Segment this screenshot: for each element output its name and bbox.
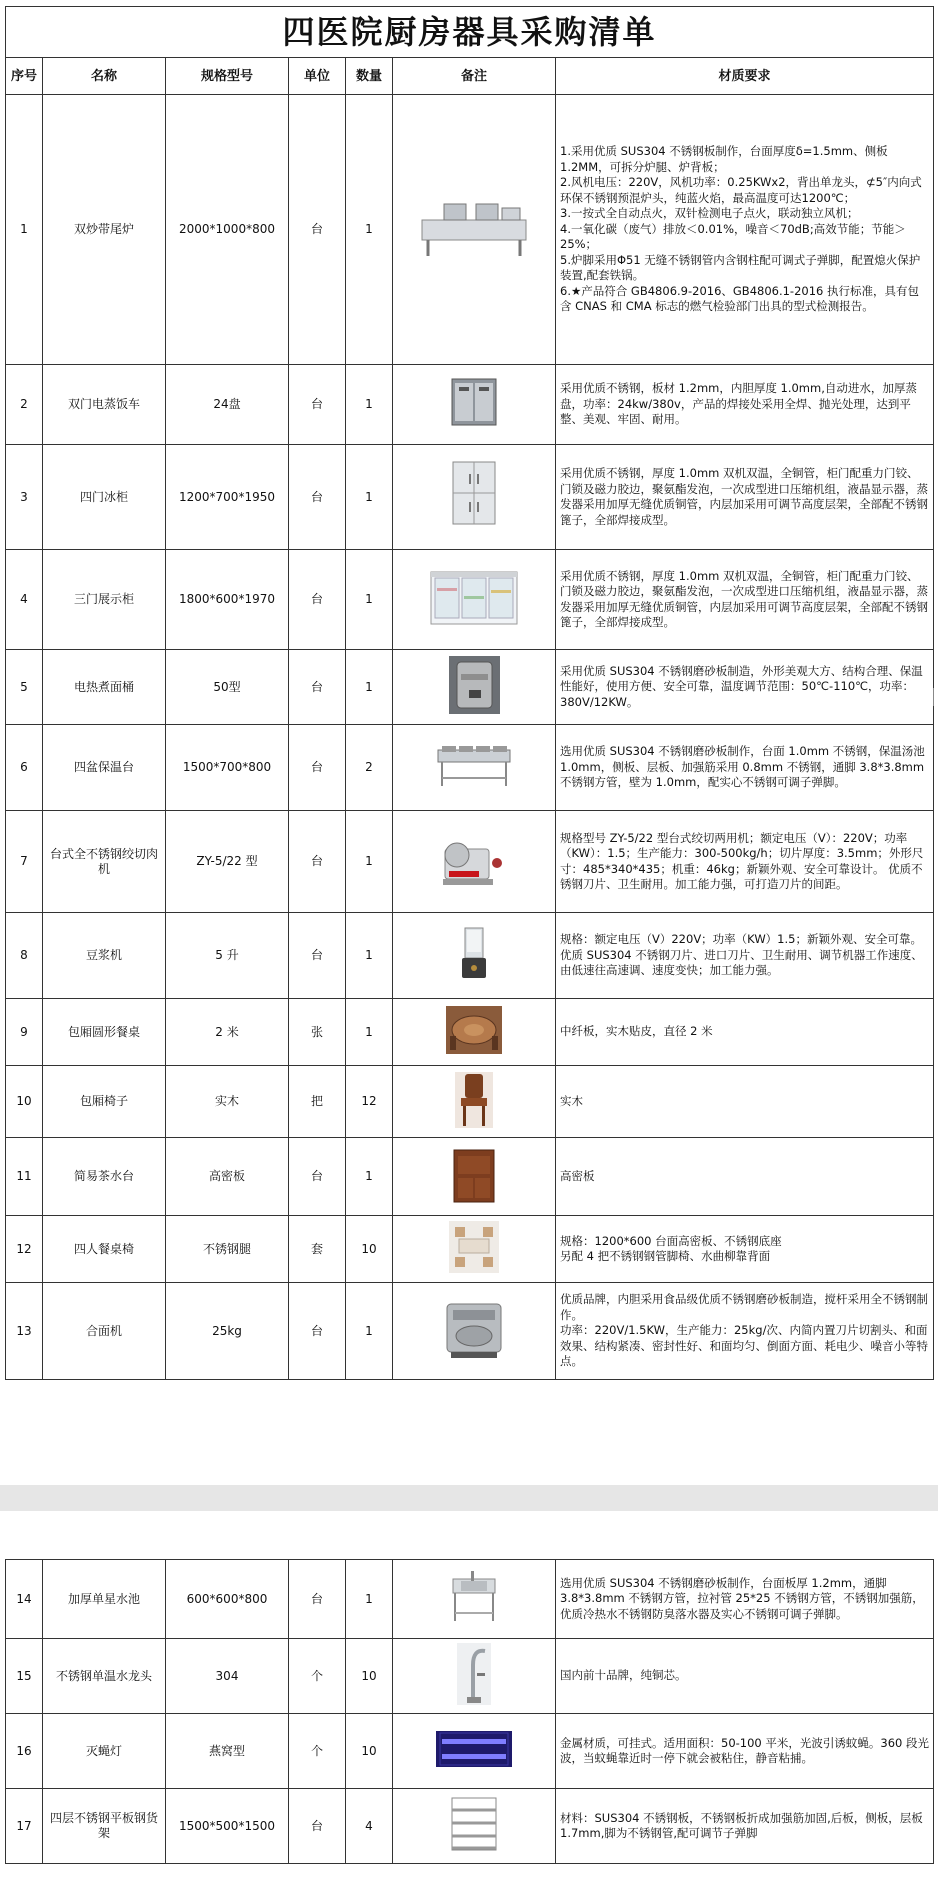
- header-row: [6, 58, 934, 95]
- item-requirements: 材料：SUS304 不锈钢板，不锈钢板折成加强筋加固,后板，侧板，层板 1.7mm,脚为不锈钢管,配可调节子弹脚: [556, 1789, 934, 1864]
- table-row: [6, 95, 934, 365]
- row-number: 8: [6, 913, 43, 999]
- procurement-table: [5, 6, 934, 1380]
- item-note-cell: [393, 913, 556, 999]
- item-requirements: 采用优质不锈钢，厚度 1.0mm 双机双温，全铜管，柜门配重力门铰、门锁及磁力胶边，聚氨酯发泡，一次成型进口压缩机组，液晶显示器，蒸发器采用加厚无缝优质铜管，内层加采用可调节高度层架，全部配不锈钢篦子，全部焊接成型。: [556, 445, 934, 550]
- item-note-cell: [393, 1138, 556, 1216]
- header-spec: 规格型号: [166, 58, 289, 95]
- sheet-page-2: [5, 1559, 933, 1864]
- soymilk-machine-image: [457, 926, 491, 986]
- table-row: [6, 1639, 934, 1714]
- item-unit: 把: [289, 1066, 346, 1138]
- item-unit: 个: [289, 1714, 346, 1789]
- row-number: 7: [6, 811, 43, 913]
- row-number: 14: [6, 1560, 43, 1639]
- item-qty: 1: [346, 445, 393, 550]
- table-row: [6, 913, 934, 999]
- shelf-image: [446, 1796, 502, 1856]
- header-no: 序号: [6, 58, 43, 95]
- item-qty: 1: [346, 550, 393, 650]
- item-requirements: 规格型号 ZY-5/22 型台式绞切两用机；额定电压（V）：220V；功率（KW）：1.5；生产能力：300-500kg/h；切片厚度：3.5mm；外形尺寸：485*340*435；机重：46kg；新颖外观、安全可靠设计。 优质不锈钢刀片、卫生耐用。加工能力强，可打造刀片的间距。: [556, 811, 934, 913]
- item-qty: 1: [346, 913, 393, 999]
- item-name: 包厢圆形餐桌: [43, 999, 166, 1066]
- item-name: 豆浆机: [43, 913, 166, 999]
- table-row: [6, 999, 934, 1066]
- row-number: 12: [6, 1216, 43, 1283]
- item-unit: 台: [289, 95, 346, 365]
- item-name: 四人餐桌椅: [43, 1216, 166, 1283]
- item-qty: 1: [346, 1138, 393, 1216]
- table-row: [6, 1714, 934, 1789]
- item-qty: 10: [346, 1714, 393, 1789]
- table-row: [6, 445, 934, 550]
- item-requirements: 中纤板，实木贴皮，直径 2 米: [556, 999, 934, 1066]
- item-name: 三门展示柜: [43, 550, 166, 650]
- item-unit: 台: [289, 725, 346, 811]
- noodle-boiler-image: [447, 654, 502, 720]
- item-note-cell: [393, 1714, 556, 1789]
- row-number: 6: [6, 725, 43, 811]
- item-spec: 不锈钢腿: [166, 1216, 289, 1283]
- item-note-cell: [393, 445, 556, 550]
- item-unit: 台: [289, 445, 346, 550]
- item-note-cell: [393, 1066, 556, 1138]
- item-note-cell: [393, 95, 556, 365]
- item-note-cell: [393, 725, 556, 811]
- page-break-band: [0, 1485, 938, 1511]
- table-row: [6, 550, 934, 650]
- dough-mixer-image: [443, 1298, 505, 1364]
- margin-tick: [933, 688, 938, 706]
- item-spec: 1800*600*1970: [166, 550, 289, 650]
- item-spec: 50型: [166, 650, 289, 725]
- row-number: 15: [6, 1639, 43, 1714]
- item-note-cell: [393, 1283, 556, 1380]
- item-qty: 10: [346, 1639, 393, 1714]
- item-requirements: 规格：额定电压（V）220V；功率（KW）1.5；新颖外观、安全可靠。 优质 SUS304 不锈钢刀片、进口刀片、卫生耐用、调节机器工作速度、由低速往高速调、速度变快；加工能力强。: [556, 913, 934, 999]
- row-number: 10: [6, 1066, 43, 1138]
- item-name: 简易茶水台: [43, 1138, 166, 1216]
- row-number: 16: [6, 1714, 43, 1789]
- item-spec: 实木: [166, 1066, 289, 1138]
- table-row: [6, 1560, 934, 1639]
- item-spec: 高密板: [166, 1138, 289, 1216]
- item-requirements: 采用优质不锈钢，板材 1.2mm，内胆厚度 1.0mm,自动进水，加厚蒸盘，功率：24kw/380v，产品的焊接处采用全焊、抛光处理，达到平整、美观、牢固、耐用。: [556, 365, 934, 445]
- item-name: 双门电蒸饭车: [43, 365, 166, 445]
- row-number: 17: [6, 1789, 43, 1864]
- row-number: 13: [6, 1283, 43, 1380]
- header-unit: 单位: [289, 58, 346, 95]
- page-title: 四医院厨房器具采购清单: [6, 7, 934, 58]
- item-qty: 1: [346, 811, 393, 913]
- item-qty: 1: [346, 650, 393, 725]
- item-unit: 台: [289, 913, 346, 999]
- item-name: 不锈钢单温水龙头: [43, 1639, 166, 1714]
- sink-image: [449, 1569, 499, 1629]
- item-name: 包厢椅子: [43, 1066, 166, 1138]
- row-number: 1: [6, 95, 43, 365]
- header-qty: 数量: [346, 58, 393, 95]
- table-row: [6, 1283, 934, 1380]
- item-unit: 台: [289, 550, 346, 650]
- tea-stand-image: [451, 1146, 497, 1208]
- item-name: 四门冰柜: [43, 445, 166, 550]
- item-requirements: 采用优质 SUS304 不锈钢磨砂板制造，外形美观大方、结构合理、保温性能好，使用方便、安全可靠，温度调节范围：50℃-110℃，功率：380V/12KW。: [556, 650, 934, 725]
- header-name: 名称: [43, 58, 166, 95]
- stove-image: [414, 198, 534, 262]
- item-requirements: 选用优质 SUS304 不锈钢磨砂板制作，台面板厚 1.2mm，通脚 3.8*3.8mm 不锈钢方管，拉衬管 25*25 不锈钢方管，不锈钢加强筋，优质冷热水不锈钢防臭落水器及实心不锈钢可调子弹脚。: [556, 1560, 934, 1639]
- table-row: [6, 1216, 934, 1283]
- item-name: 电热煮面桶: [43, 650, 166, 725]
- item-spec: 1500*500*1500: [166, 1789, 289, 1864]
- table-row: [6, 1138, 934, 1216]
- item-note-cell: [393, 365, 556, 445]
- item-requirements: 1.采用优质 SUS304 不锈钢板制作，台面厚度δ=1.5mm、侧板 1.2MM，可拆分炉腿、炉背板； 2.风机电压：220V，风机功率：0.25KWx2，背出单龙头，⊄5″内向式环保不锈钢预混炉头，纯蓝火焰，最高温度可达1200℃； 3.一按式全自动点火，双针检测电子点火，联动独立风机； 4.一氧化碳（废气）排放＜0.01%，噪音＜70dB;高效节能；节能＞25%； 5.炉脚采用Φ51 无缝不锈钢管内含钢柱配可调式子弹脚，配置熄火保护装置,配套铁锅。 6.★产品符合 GB4806.9-2016、GB4806.1-2016 执行标准，具有包含 CNAS 和 CMA 标志的燃气检验部门出具的型式检测报告。: [556, 95, 934, 365]
- item-unit: 套: [289, 1216, 346, 1283]
- item-name: 四盆保温台: [43, 725, 166, 811]
- procurement-table-continued: [5, 1559, 934, 1864]
- fridge-image: [449, 460, 499, 534]
- row-number: 11: [6, 1138, 43, 1216]
- row-number: 4: [6, 550, 43, 650]
- warmer-image: [434, 742, 514, 794]
- fly-lamp-image: [434, 1729, 514, 1773]
- item-note-cell: [393, 999, 556, 1066]
- faucet-image: [457, 1643, 491, 1709]
- item-requirements: 高密板: [556, 1138, 934, 1216]
- item-unit: 台: [289, 650, 346, 725]
- item-unit: 个: [289, 1639, 346, 1714]
- item-unit: 台: [289, 365, 346, 445]
- item-unit: 台: [289, 1283, 346, 1380]
- item-requirements: 规格：1200*600 台面高密板、不锈钢底座 另配 4 把不锈钢钢管脚椅、水曲柳靠背面: [556, 1216, 934, 1283]
- meat-grinder-image: [439, 831, 509, 893]
- item-qty: 1: [346, 1283, 393, 1380]
- item-name: 合面机: [43, 1283, 166, 1380]
- item-unit: 张: [289, 999, 346, 1066]
- item-qty: 1: [346, 1560, 393, 1639]
- item-qty: 12: [346, 1066, 393, 1138]
- item-qty: 1: [346, 365, 393, 445]
- item-name: 双炒带尾炉: [43, 95, 166, 365]
- row-number: 3: [6, 445, 43, 550]
- row-number: 5: [6, 650, 43, 725]
- item-unit: 台: [289, 811, 346, 913]
- item-spec: 304: [166, 1639, 289, 1714]
- table-row: [6, 365, 934, 445]
- item-note-cell: [393, 811, 556, 913]
- item-qty: 10: [346, 1216, 393, 1283]
- item-spec: 1500*700*800: [166, 725, 289, 811]
- item-note-cell: [393, 650, 556, 725]
- item-note-cell: [393, 1639, 556, 1714]
- item-qty: 1: [346, 999, 393, 1066]
- item-spec: 5 升: [166, 913, 289, 999]
- item-requirements: 金属材质，可挂式。适用面积：50-100 平米，光波引诱蚊蝇。360 段光波，当蚊蝇靠近时一停下就会被粘住，静音粘捕。: [556, 1714, 934, 1789]
- table-row: [6, 811, 934, 913]
- item-spec: 2 米: [166, 999, 289, 1066]
- item-unit: 台: [289, 1789, 346, 1864]
- item-name: 四层不锈钢平板钢货架: [43, 1789, 166, 1864]
- header-req: 材质要求: [556, 58, 934, 95]
- item-spec: ZY-5/22 型: [166, 811, 289, 913]
- steamer-image: [449, 377, 499, 433]
- item-spec: 24盘: [166, 365, 289, 445]
- item-name: 灭蝇灯: [43, 1714, 166, 1789]
- item-requirements: 国内前十品牌，纯铜芯。: [556, 1639, 934, 1714]
- item-qty: 1: [346, 95, 393, 365]
- item-requirements: 优质品牌，内胆采用食品级优质不锈钢磨砂板制造，搅杆采用全不锈钢制作。 功率：220V/1.5KW，生产能力：25kg/次、内简内置刀片切割头、和面效果、结构紧凑、密封性好、和面均匀、倒面方面、耗电少、噪音小等特点。: [556, 1283, 934, 1380]
- item-unit: 台: [289, 1560, 346, 1639]
- item-requirements: 实木: [556, 1066, 934, 1138]
- dining-set-image: [449, 1221, 499, 1277]
- item-spec: 燕窝型: [166, 1714, 289, 1789]
- row-number: 9: [6, 999, 43, 1066]
- sheet-page-1: [5, 6, 933, 1380]
- item-spec: 600*600*800: [166, 1560, 289, 1639]
- item-name: 台式全不锈钢绞切肉机: [43, 811, 166, 913]
- table-row: [6, 725, 934, 811]
- header-note: 备注: [393, 58, 556, 95]
- display-cabinet-image: [429, 568, 519, 632]
- chair-image: [455, 1072, 493, 1132]
- item-unit: 台: [289, 1138, 346, 1216]
- item-requirements: 采用优质不锈钢，厚度 1.0mm 双机双温，全铜管，柜门配重力门铰、门锁及磁力胶边，聚氨酯发泡，一次成型进口压缩机组，液晶显示器，蒸发器采用加厚无缝优质铜管，内层加采用可调节高度层架，全部配不锈钢篦子，全部焊接成型。: [556, 550, 934, 650]
- table-row: [6, 1066, 934, 1138]
- item-requirements: 选用优质 SUS304 不锈钢磨砂板制作，台面 1.0mm 不锈钢，保温汤池 1.0mm，侧板、层板、加强筋采用 0.8mm 不锈钢，通脚 3.8*3.8mm 不锈钢方管，壁为 1.0mm，配实心不锈钢可调子弹脚。: [556, 725, 934, 811]
- row-number: 2: [6, 365, 43, 445]
- table-row: [6, 650, 934, 725]
- item-note-cell: [393, 1216, 556, 1283]
- item-spec: 1200*700*1950: [166, 445, 289, 550]
- item-note-cell: [393, 550, 556, 650]
- item-note-cell: [393, 1789, 556, 1864]
- item-spec: 25kg: [166, 1283, 289, 1380]
- item-qty: 4: [346, 1789, 393, 1864]
- table-row: [6, 1789, 934, 1864]
- item-note-cell: [393, 1560, 556, 1639]
- item-spec: 2000*1000*800: [166, 95, 289, 365]
- item-name: 加厚单星水池: [43, 1560, 166, 1639]
- round-table-image: [446, 1006, 502, 1058]
- item-qty: 2: [346, 725, 393, 811]
